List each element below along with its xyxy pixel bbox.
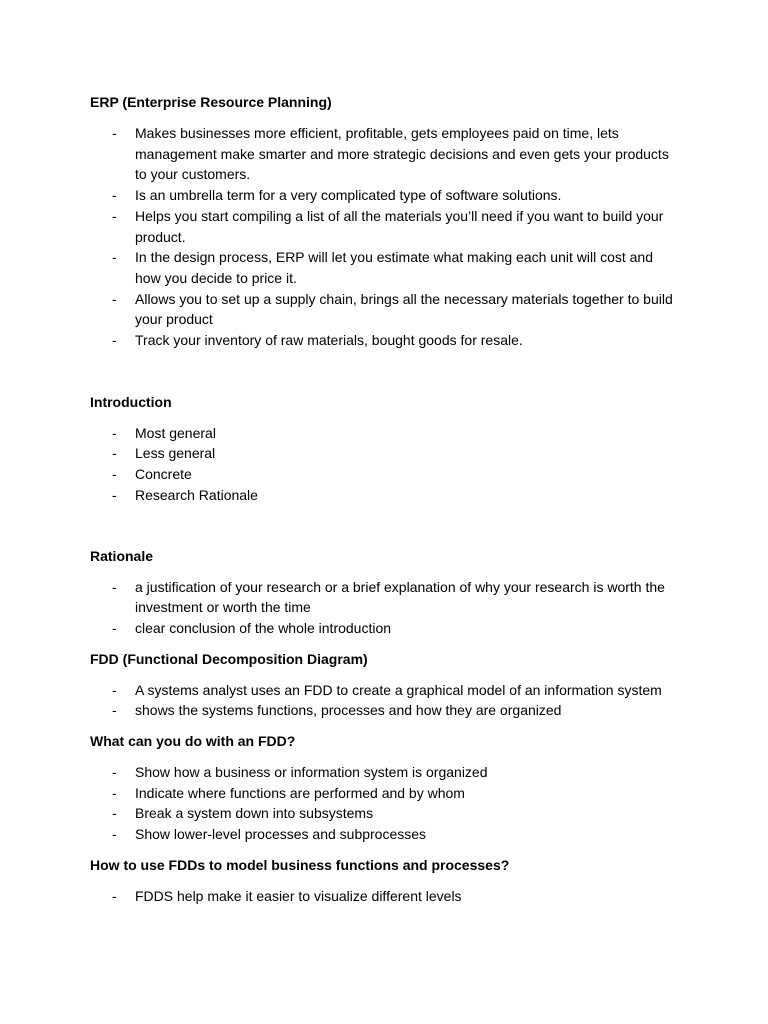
bullet-marker: - [112,466,117,483]
list-item [90,618,680,639]
bullet-marker: - [112,702,117,719]
section-fdd-uses [90,731,680,845]
list-item-text: Makes businesses more efficient, profitable, gets employees paid on time, lets management make smarter and more strategic decisions and even gets your products to your customers. [135,125,669,183]
bullet-marker: - [112,826,117,843]
list-item-text: Research Rationale [135,486,258,503]
list-item [90,577,680,618]
list-item [90,289,680,330]
section-fdd-how-to [90,855,680,907]
bullet-list [90,762,680,845]
list-item [90,123,680,185]
bullet-list [90,680,680,721]
bullet-marker: - [112,784,117,801]
bullet-marker: - [112,578,117,595]
bullet-marker: - [112,619,117,636]
bullet-marker: - [112,290,117,307]
list-item [90,247,680,288]
bullet-list [90,886,680,907]
section-erp [90,92,680,351]
bullet-marker: - [112,125,117,141]
section-introduction [90,392,680,506]
list-item [90,783,680,804]
list-item [90,330,680,351]
list-item [90,803,680,824]
section-heading: FDD (Functional Decomposition Diagram) [90,650,368,667]
bullet-marker: - [112,207,117,224]
list-item-text: Less general [135,445,216,462]
section-heading: Introduction [90,393,172,410]
bullet-marker: - [112,445,117,462]
bullet-marker: - [112,486,117,503]
bullet-marker: - [112,332,117,349]
list-item-text: Helps you start compiling a list of all the materials you’ll need if you want to build your product. [135,207,664,245]
list-item-text: Track your inventory of raw materials, bought goods for resale. [135,332,523,349]
section-heading: Rationale [90,547,154,564]
list-item-text: Break a system down into subsystems [135,805,374,822]
list-item [90,206,680,247]
section-heading: How to use FDDs to model business functions and processes? [90,856,510,873]
bullet-marker: - [112,887,117,904]
document-body [90,92,680,907]
list-item-text: Indicate where functions are performed and by whom [135,784,465,801]
list-item-text: A systems analyst uses an FDD to create a graphical model of an information system [135,681,662,698]
list-item-text: shows the systems functions, processes and how they are organized [135,702,562,719]
bullet-marker: - [112,249,117,266]
list-item-text: Show lower-level processes and subprocesses [135,826,427,843]
list-item [90,700,680,721]
list-item-text: FDDS help make it easier to visualize different levels [135,887,462,904]
list-item-text: Concrete [135,466,192,483]
bullet-marker: - [112,187,117,204]
list-item [90,886,680,907]
bullet-marker: - [112,424,117,441]
bullet-list [90,577,680,639]
list-item-text: Allows you to set up a supply chain, brings all the necessary materials together to build your product [135,290,673,328]
bullet-list [90,423,680,506]
section-heading: What can you do with an FDD? [90,733,296,750]
bullet-marker: - [112,681,117,698]
list-item [90,824,680,845]
section-fdd [90,649,680,721]
list-item-text: a justification of your research or a brief explanation of why your research is worth the investment or worth the time [135,578,665,616]
list-item-text: Show how a business or information system is organized [135,764,488,781]
list-item [90,485,680,506]
bullet-marker: - [112,764,117,781]
list-item [90,680,680,701]
list-item [90,423,680,444]
list-item-text: clear conclusion of the whole introduction [135,619,392,636]
list-item [90,443,680,464]
list-item-text: In the design process, ERP will let you estimate what making each unit will cost and how you decide to price it. [135,249,653,286]
list-item-text: Is an umbrella term for a very complicated type of software solutions. [135,187,562,204]
section-heading: ERP (Enterprise Resource Planning) [90,94,332,110]
list-item [90,185,680,206]
list-item-text: Most general [135,424,216,441]
section-rationale [90,546,680,639]
bullet-list [90,123,680,351]
list-item [90,464,680,485]
list-item [90,762,680,783]
bullet-marker: - [112,805,117,822]
